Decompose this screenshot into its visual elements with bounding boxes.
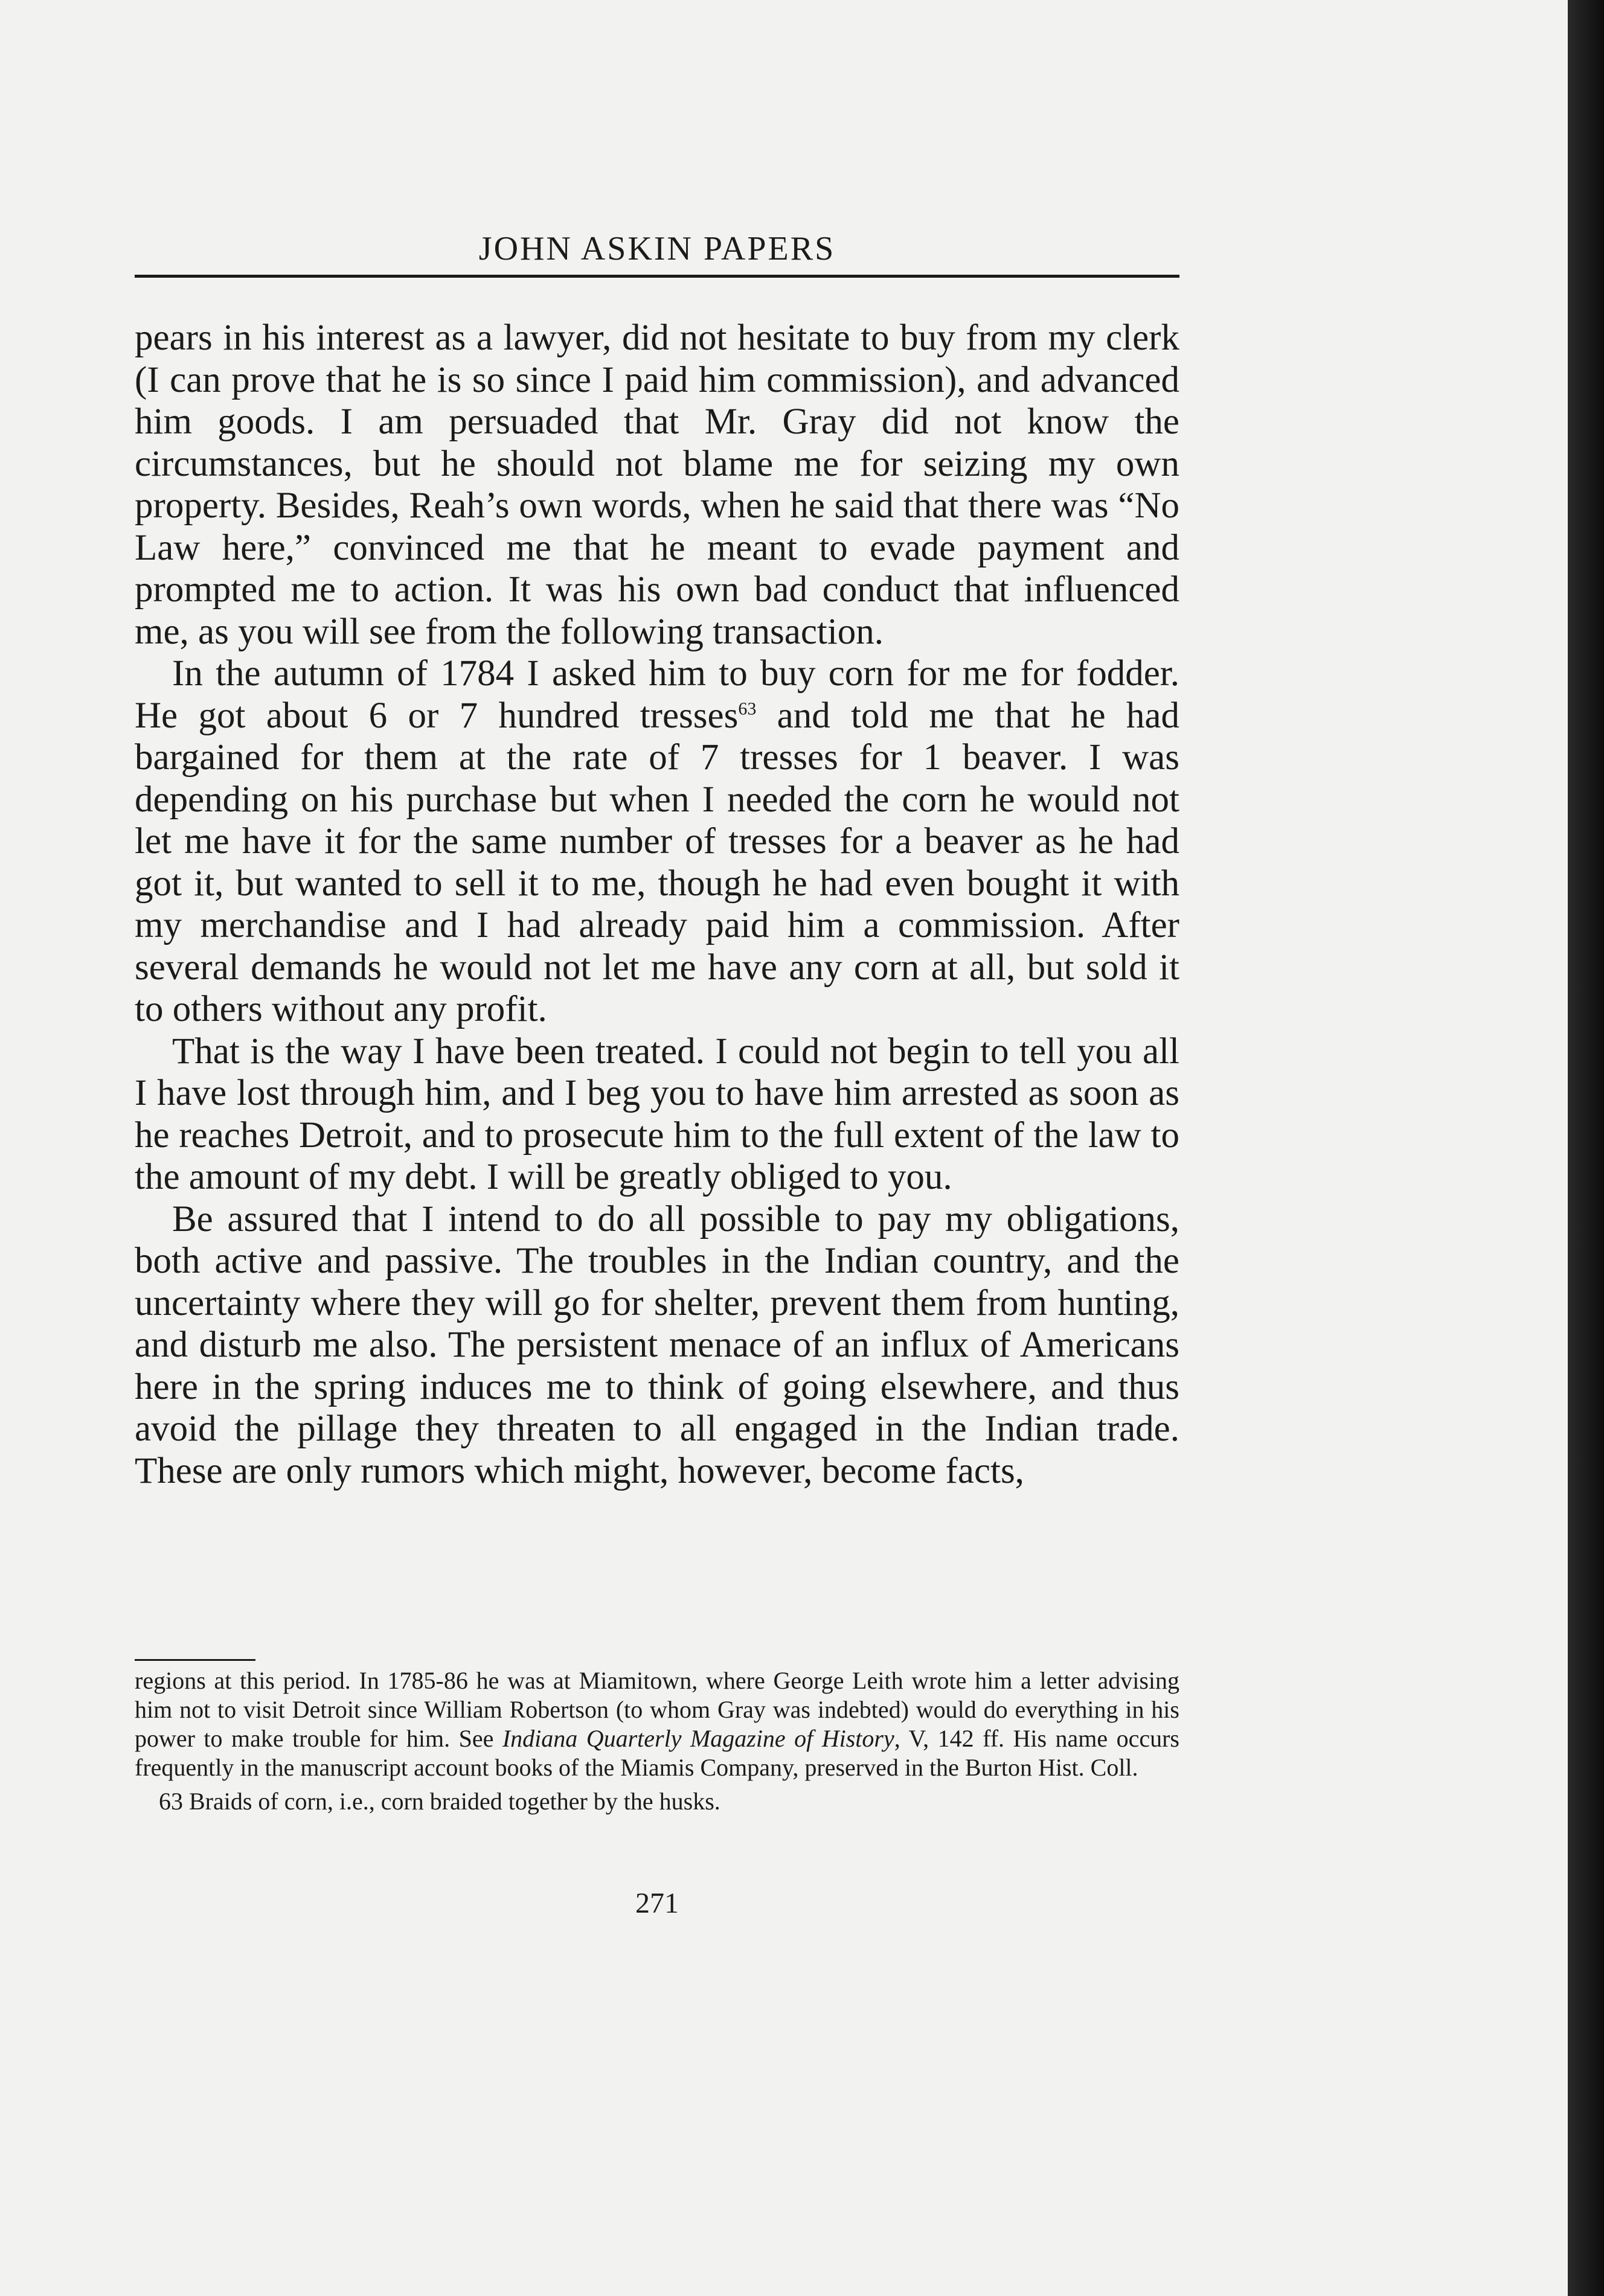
- paragraph-2-part-2: and told me that he had bargained for them at the rate of 7 tresses for 1 beaver. I was depending on his purchase but when I needed the corn he would not let me have it for the same number of tresses for a beaver as he had got it, but wanted to sell it to me, though he had even bought it with my merchandise and I had already paid him a commission. After several demands he would not let me have any corn at all, but sold it to others without any profit.: [135, 695, 1179, 1029]
- footnote-continued: [135, 1666, 1179, 1782]
- running-head: JOHN ASKIN PAPERS: [478, 230, 836, 267]
- footnote-63: [135, 1787, 1179, 1816]
- page-number: 271: [635, 1887, 679, 1919]
- footnote-63-text: Braids of corn, i.e., corn braided together by the husks.: [189, 1788, 720, 1815]
- paragraph-4: Be assured that I intend to do all possible to pay my obligations, both active and passive. The troubles in the Indian country, and the uncertainty where they will go for shelter, prevent them from hunting, and disturb me also. The persistent menace of an influx of Americans here in the spring induces me to think of going elsewhere, and thus avoid the pillage they threaten to all engaged in the Indian trade. These are only rumors which might, however, become facts,: [135, 1198, 1179, 1491]
- paragraph-2: [135, 653, 1179, 1031]
- footnote-rule: [135, 1659, 255, 1661]
- footnotes: [135, 1666, 1179, 1816]
- body-text: [135, 317, 1179, 1492]
- paragraph-2-part-1: In the autumn of 1784 I asked him to buy corn for me for fodder. He got about 6 or 7 hundred tresses: [135, 653, 1179, 736]
- paragraph-3: That is the way I have been treated. I could not begin to tell you all I have lost through him, and I beg you to have him arrested as soon as he reaches Detroit, and to prosecute him to the full extent of the law to the amount of my debt. I will be greatly obliged to you.: [135, 1031, 1179, 1197]
- footnote-continued-part-1: regions at this period. In 1785-86 he was at Miamitown, where George Leith wrote him a letter advising him not to visit Detroit since William Robertson (to whom Gray was indebted) would do everything in his power to make trouble for him. See: [135, 1667, 1179, 1752]
- paragraph-1: pears in his interest as a lawyer, did not hesitate to buy from my clerk (I can prove that he is so since I paid him commission), and advanced him goods. I am persuaded that Mr. Gray did not know the circumstances, but he should not blame me for seizing my own property. Besides, Reah’s own words, when he said that there was “No Law here,” convinced me that he meant to evade payment and prompted me to action. It was his own bad conduct that influenced me, as you will see from the following transaction.: [135, 318, 1179, 652]
- header-rule: [135, 275, 1179, 278]
- footnote-63-number: 63: [159, 1788, 183, 1815]
- scan-edge: [1568, 0, 1604, 2296]
- journal-title: Indiana Quarterly Magazine of History: [502, 1725, 894, 1752]
- footnote-ref-63: 63: [738, 699, 757, 719]
- footnote-continued-part-2: , V, 142 ff. His name occurs frequently in the manuscript account books of the Miamis Company, preserved in the Burton Hist. Coll.: [135, 1725, 1179, 1781]
